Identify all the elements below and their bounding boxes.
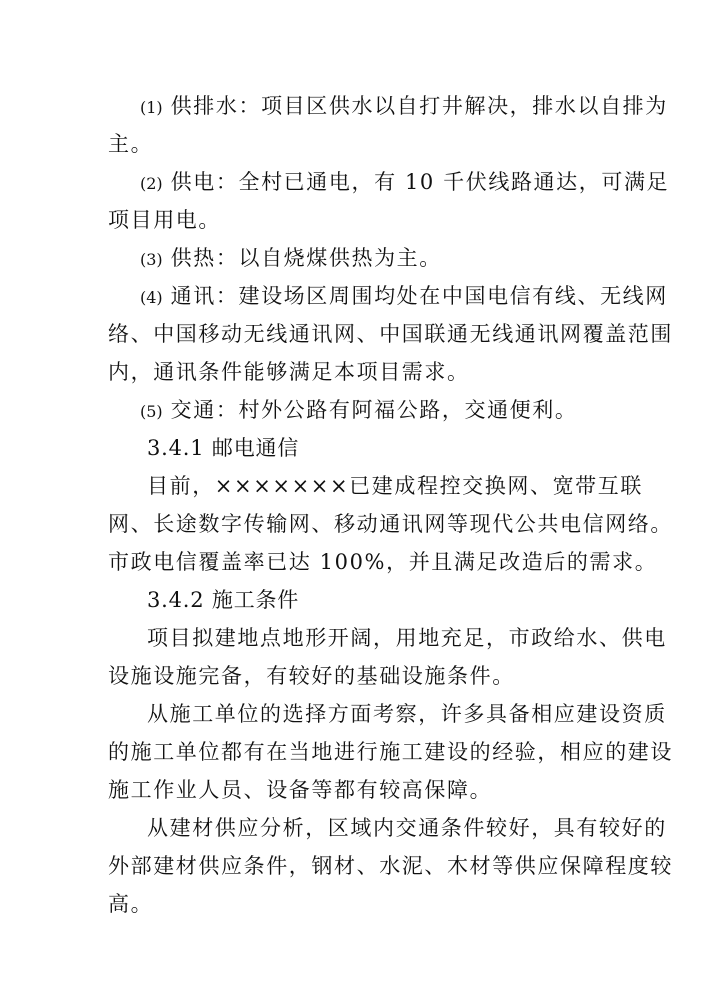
item-number: (1) (140, 98, 163, 117)
paragraph-line (140, 244, 620, 274)
paragraph-text: 供热：以自烧煤供热为主。 (170, 246, 442, 270)
item-number: (3) (140, 250, 163, 269)
paragraph-line (140, 168, 670, 198)
paragraph-line: 从建材供应分析，区域内交通条件较好，具有较好的 (147, 816, 667, 840)
paragraph-line: 项目拟建地点地形开阔，用地充足，市政给水、供电 (147, 626, 667, 650)
paragraph-text: 交通：村外公路有阿福公路，交通便利。 (170, 398, 578, 422)
paragraph-line: 网、长途数字传输网、移动通讯网等现代公共电信网络。 (108, 512, 673, 536)
paragraph-text: 通讯：建设场区周围均处在中国电信有线、无线网 (170, 284, 668, 308)
item-number: (5) (140, 402, 163, 421)
paragraph-text: 供电：全村已通电，有 10 千伏线路通达，可满足 (170, 170, 670, 194)
paragraph-line: 施工作业人员、设备等都有较高保障。 (108, 778, 493, 802)
paragraph-line: 从施工单位的选择方面考察，许多具备相应建设资质 (147, 702, 667, 726)
paragraph-line: 内，通讯条件能够满足本项目需求。 (108, 360, 470, 384)
paragraph-text: 供排水：项目区供水以自打井解决，排水以自排为 (170, 94, 668, 118)
paragraph-line: 的施工单位都有在当地进行施工建设的经验，相应的建设 (108, 740, 673, 764)
paragraph-line (140, 396, 620, 426)
paragraph-line: 市政电信覆盖率已达 100%，并且满足改造后的需求。 (108, 550, 658, 574)
paragraph-line: 络、中国移动无线通讯网、中国联通无线通讯网覆盖范围 (108, 322, 673, 346)
paragraph-line (140, 92, 668, 122)
paragraph-line: 主。 (108, 132, 154, 156)
section-heading: 3.4.2 施工条件 (147, 588, 300, 612)
section-heading: 3.4.1 邮电通信 (147, 436, 300, 460)
paragraph-line: 高。 (108, 892, 154, 916)
paragraph-line (140, 282, 668, 312)
paragraph-line: 外部建材供应条件，钢材、水泥、木材等供应保障程度较 (108, 854, 673, 878)
paragraph-line: 项目用电。 (108, 208, 221, 232)
item-number: (4) (140, 288, 163, 307)
paragraph-line: 设施设施完备，有较好的基础设施条件。 (108, 664, 515, 688)
item-number: (2) (140, 174, 163, 193)
paragraph-line: 目前，×××××××已建成程控交换网、宽带互联 (147, 474, 643, 498)
